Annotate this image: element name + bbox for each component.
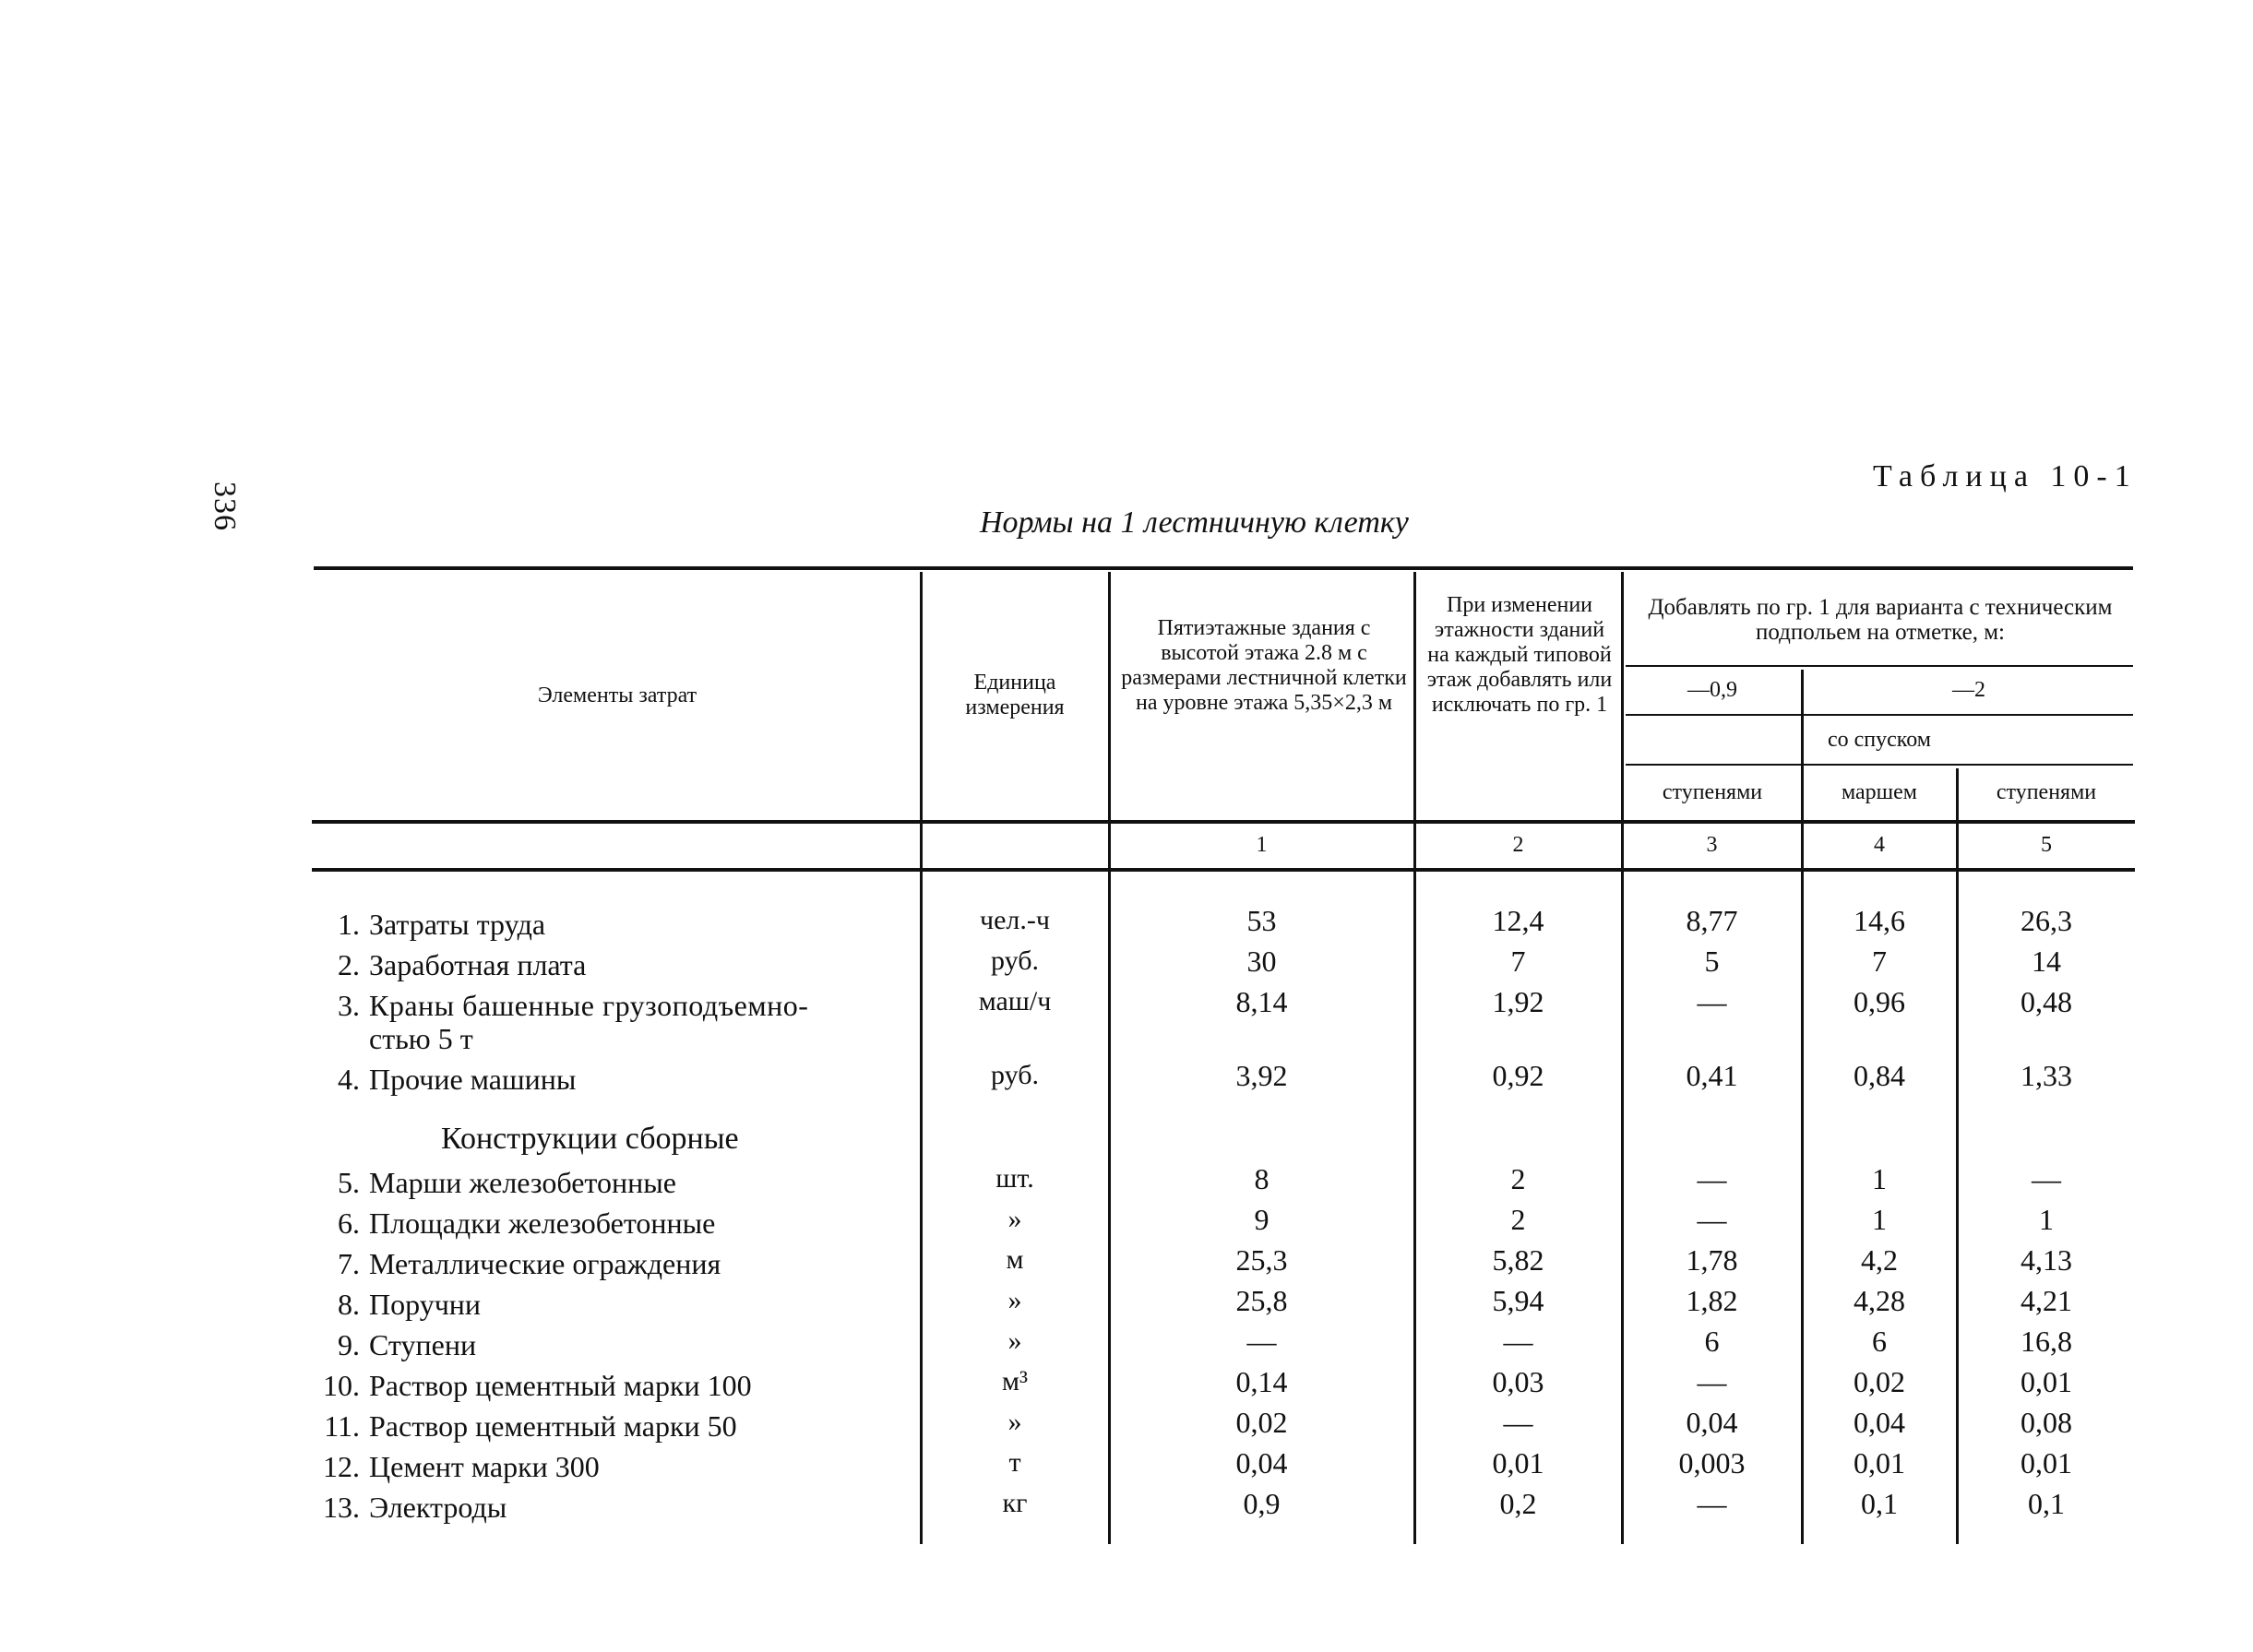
cell-c1: 0,02 xyxy=(1235,1406,1288,1439)
cell-c1: 3,92 xyxy=(1235,1059,1288,1092)
row-name: Поручни xyxy=(369,1288,482,1321)
cell-unit: шт. xyxy=(995,1163,1034,1194)
table-row xyxy=(306,946,586,983)
page-number: 336 xyxy=(208,481,242,531)
number-row-rule xyxy=(312,868,2135,872)
cell-c5: 14 xyxy=(2032,945,2061,978)
table-row xyxy=(306,1245,721,1282)
cell-c2: — xyxy=(1503,1406,1533,1439)
cell-c2: 7 xyxy=(1510,945,1526,978)
cell-c2: 0,92 xyxy=(1492,1059,1544,1092)
col-divider-3 xyxy=(1413,572,1416,1544)
row-name: Раствор цементный марки 100 xyxy=(369,1369,752,1402)
row-number: 3. xyxy=(338,989,360,1022)
table-row xyxy=(306,1061,576,1098)
col-number-1: 1 xyxy=(1256,832,1268,857)
cell-c5: 0,01 xyxy=(2021,1446,2072,1480)
table-row xyxy=(306,1489,507,1526)
cell-c3: 5 xyxy=(1704,945,1720,978)
table-row xyxy=(306,1408,737,1444)
row-number: 10. xyxy=(323,1369,360,1402)
col-divider-4 xyxy=(1621,572,1624,1544)
cell-c5: 0,01 xyxy=(2021,1365,2072,1398)
cell-unit: м³ xyxy=(1002,1366,1028,1396)
cell-c4: 0,01 xyxy=(1854,1446,1905,1480)
table-number: Таблица 10-1 xyxy=(1873,459,2138,493)
col-divider-5 xyxy=(1801,670,1804,1544)
table-row xyxy=(306,1326,476,1363)
table-row xyxy=(306,1367,752,1404)
row-name: Металлические ограждения xyxy=(369,1247,721,1280)
cell-c2: 0,01 xyxy=(1492,1446,1544,1480)
header-subrule-2 xyxy=(1626,714,2133,716)
cell-c5: 4,13 xyxy=(2021,1243,2072,1277)
cell-c4: 0,84 xyxy=(1854,1059,1905,1092)
row-name: Цемент марки 300 xyxy=(369,1450,600,1483)
row-name: Прочие машины xyxy=(369,1063,577,1096)
cell-unit: » xyxy=(1007,1325,1022,1356)
cell-c3: — xyxy=(1697,1203,1727,1236)
row-number: 9. xyxy=(338,1328,360,1361)
row-name: Раствор цементный марки 50 xyxy=(369,1409,737,1443)
cell-c2: 1,92 xyxy=(1492,985,1544,1018)
cell-c4: 4,2 xyxy=(1861,1243,1898,1277)
cell-c1: — xyxy=(1246,1325,1277,1358)
table-row xyxy=(306,1205,715,1242)
cell-c4: 4,28 xyxy=(1854,1284,1905,1317)
cell-c3: 1,78 xyxy=(1686,1243,1738,1277)
row-number: 7. xyxy=(338,1247,360,1280)
cell-c3: 0,41 xyxy=(1686,1059,1738,1092)
cell-unit: чел.-ч xyxy=(980,905,1050,935)
cell-unit: » xyxy=(1007,1407,1022,1437)
col-number-5: 5 xyxy=(2041,832,2052,857)
cell-unit: т xyxy=(1008,1447,1021,1478)
cell-c1: 0,14 xyxy=(1235,1365,1288,1398)
cell-c3: 0,003 xyxy=(1678,1446,1746,1480)
cell-c2: 5,94 xyxy=(1492,1284,1544,1317)
cell-c5: 0,08 xyxy=(2021,1406,2072,1439)
cell-c2: 0,2 xyxy=(1499,1487,1537,1520)
cell-c5: 26,3 xyxy=(2021,904,2072,937)
cell-c5: 1,33 xyxy=(2021,1059,2072,1092)
cell-c1: 8 xyxy=(1254,1162,1270,1195)
cell-c1: 0,9 xyxy=(1243,1487,1281,1520)
row-number: 8. xyxy=(338,1288,360,1321)
cell-c2: 12,4 xyxy=(1492,904,1544,937)
cell-c2: 2 xyxy=(1510,1162,1526,1195)
table-title: Нормы на 1 лестничную клетку xyxy=(980,505,1409,540)
header-add-variant: Добавлять по гр. 1 для варианта с техническим подпольем на отметке, м: xyxy=(1648,595,2113,645)
table-row xyxy=(306,1448,600,1485)
header-steps-2: ступенями xyxy=(1996,779,2097,804)
top-rule xyxy=(314,566,2133,570)
cell-c4: 7 xyxy=(1872,945,1887,978)
cell-unit: руб. xyxy=(991,1060,1039,1090)
cell-c5: 0,1 xyxy=(2028,1487,2065,1520)
col-number-2: 2 xyxy=(1512,832,1524,857)
col-divider-2 xyxy=(1108,572,1111,1544)
cell-c1: 30 xyxy=(1246,945,1277,978)
row-number: 13. xyxy=(323,1491,360,1524)
cell-c3: 8,77 xyxy=(1686,904,1738,937)
header-mark-2: —2 xyxy=(1952,677,1985,702)
cell-c2: — xyxy=(1503,1325,1533,1358)
table-row xyxy=(306,906,545,943)
cell-c3: — xyxy=(1697,1487,1727,1520)
header-unit: Единица измерения xyxy=(965,671,1065,719)
row-name: Электроды xyxy=(369,1491,507,1524)
cell-c4: 0,96 xyxy=(1854,985,1905,1018)
row-number: 6. xyxy=(338,1206,360,1240)
cell-c5: 1 xyxy=(2039,1203,2054,1236)
cell-c4: 0,02 xyxy=(1854,1365,1905,1398)
cell-unit: » xyxy=(1007,1204,1022,1234)
cell-c4: 1 xyxy=(1872,1162,1887,1195)
header-elements: Элементы затрат xyxy=(537,683,697,707)
cell-c1: 25,3 xyxy=(1235,1243,1288,1277)
cell-c4: 14,6 xyxy=(1854,904,1905,937)
row-name: Марши железобетонные xyxy=(369,1166,676,1199)
row-name: Ступени xyxy=(369,1328,477,1361)
col-number-4: 4 xyxy=(1874,832,1885,857)
header-flight: маршем xyxy=(1842,779,1917,804)
cell-c3: — xyxy=(1697,1162,1727,1195)
table-row xyxy=(306,1164,676,1201)
row-number: 1. xyxy=(338,908,360,941)
cell-c5: 0,48 xyxy=(2021,985,2072,1018)
cell-c1: 8,14 xyxy=(1235,985,1288,1018)
cell-c2: 0,03 xyxy=(1492,1365,1544,1398)
row-number: 5. xyxy=(338,1166,360,1199)
cell-unit: маш/ч xyxy=(978,986,1052,1016)
cell-c3: 0,04 xyxy=(1686,1406,1738,1439)
header-subrule-3 xyxy=(1626,764,2133,766)
row-number: 12. xyxy=(323,1450,360,1483)
header-descent: со спуском xyxy=(1828,727,1931,752)
cell-c5: — xyxy=(2032,1162,2061,1195)
cell-unit: м xyxy=(1006,1244,1024,1275)
col-number-3: 3 xyxy=(1706,832,1718,857)
row-name: Краны башенные грузоподъемно- xyxy=(369,989,809,1022)
table-row xyxy=(306,1286,481,1323)
cell-c4: 0,1 xyxy=(1861,1487,1898,1520)
row-name: Площадки железобетонные xyxy=(369,1206,716,1240)
cell-c1: 0,04 xyxy=(1235,1446,1288,1480)
cell-c3: 1,82 xyxy=(1686,1284,1738,1317)
row-name-continuation: стью 5 т xyxy=(369,1022,473,1055)
cell-c3: — xyxy=(1697,1365,1727,1398)
cell-c4: 1 xyxy=(1872,1203,1887,1236)
header-col1: Пятиэтажные здания с высотой этажа 2.8 м с размерами лестничной клетки на уровне этажа 5,35×2,3 м xyxy=(1121,616,1407,715)
header-subrule-1 xyxy=(1626,665,2133,667)
cell-unit: руб. xyxy=(991,945,1039,976)
cell-c5: 16,8 xyxy=(2021,1325,2072,1358)
cell-c3: 6 xyxy=(1704,1325,1720,1358)
cell-c4: 0,04 xyxy=(1854,1406,1905,1439)
col-divider-6 xyxy=(1956,768,1959,1544)
header-col2: При изменении этажности зданий на каждый типовой этаж добавлять или исключать по гр. 1 xyxy=(1426,593,1613,717)
cell-c2: 2 xyxy=(1510,1203,1526,1236)
header-mark-09: —0,9 xyxy=(1687,677,1737,702)
cell-c5: 4,21 xyxy=(2021,1284,2072,1317)
cell-unit: кг xyxy=(1002,1488,1028,1518)
cell-unit: » xyxy=(1007,1285,1022,1315)
cell-c1: 53 xyxy=(1246,904,1277,937)
row-number: 4. xyxy=(338,1063,360,1096)
section-label: Конструкции сборные xyxy=(441,1122,739,1156)
header-steps: ступенями xyxy=(1662,779,1763,804)
row-name: Затраты труда xyxy=(369,908,546,941)
cell-c3: — xyxy=(1697,985,1727,1018)
cell-c2: 5,82 xyxy=(1492,1243,1544,1277)
row-number: 2. xyxy=(338,948,360,981)
table-row xyxy=(306,987,808,1024)
row-name: Заработная плата xyxy=(369,948,587,981)
cell-c4: 6 xyxy=(1872,1325,1887,1358)
cell-c1: 9 xyxy=(1254,1203,1270,1236)
row-number: 11. xyxy=(324,1409,360,1443)
cell-c1: 25,8 xyxy=(1235,1284,1288,1317)
